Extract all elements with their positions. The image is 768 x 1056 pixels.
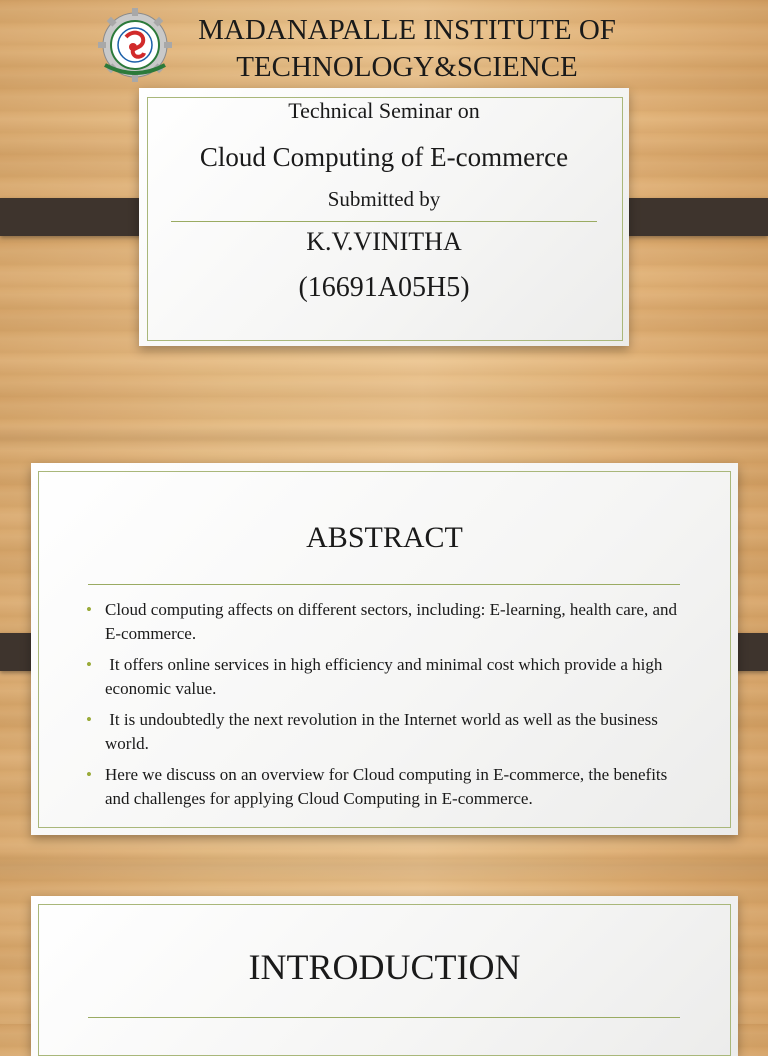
bullet-icon: • xyxy=(86,765,92,784)
institute-name-line2: TECHNOLOGY&SCIENCE xyxy=(236,51,578,83)
introduction-card xyxy=(31,896,738,1056)
bullet-icon: • xyxy=(86,600,92,619)
left-clip-bar xyxy=(0,198,156,236)
abstract-heading: ABSTRACT xyxy=(306,521,463,554)
institute-name-line1: MADANAPALLE INSTITUTE OF xyxy=(198,14,616,46)
roll-number: (16691A05H5) xyxy=(298,272,470,303)
seminar-topic: Cloud Computing of E-commerce xyxy=(199,142,569,172)
introduction-divider xyxy=(88,1017,680,1018)
list-item: • Here we discuss on an overview for Cloud computing in E-commerce, the benefits and challenges for applying Cloud Computing in E-commerce. xyxy=(86,765,668,808)
list-item: • It is undoubtedly the next revolution in the Internet world as well as the business world. xyxy=(86,710,663,753)
list-item: • Cloud computing affects on different sectors, including: E-learning, health care, and E-commerce. xyxy=(86,600,677,643)
right-clip-bar xyxy=(613,198,768,236)
slide-separator xyxy=(0,852,768,878)
bullet-icon: • xyxy=(86,655,92,674)
slide-separator xyxy=(0,425,768,451)
introduction-heading: INTRODUCTION xyxy=(248,947,521,987)
list-item: • It offers online services in high efficiency and minimal cost which provide a high economic value. xyxy=(86,655,667,698)
abstract-divider xyxy=(88,584,680,585)
title-card-frame xyxy=(147,97,623,341)
title-divider xyxy=(171,221,597,222)
student-name: K.V.VINITHA xyxy=(306,227,462,256)
abstract-bullet-list xyxy=(86,598,696,818)
seminar-label: Technical Seminar on xyxy=(288,98,480,123)
institute-name xyxy=(172,12,642,86)
institute-emblem-icon xyxy=(94,4,176,86)
title-card xyxy=(139,88,629,346)
bullet-icon: • xyxy=(86,710,92,729)
submitted-by-label: Submitted by xyxy=(327,187,441,211)
